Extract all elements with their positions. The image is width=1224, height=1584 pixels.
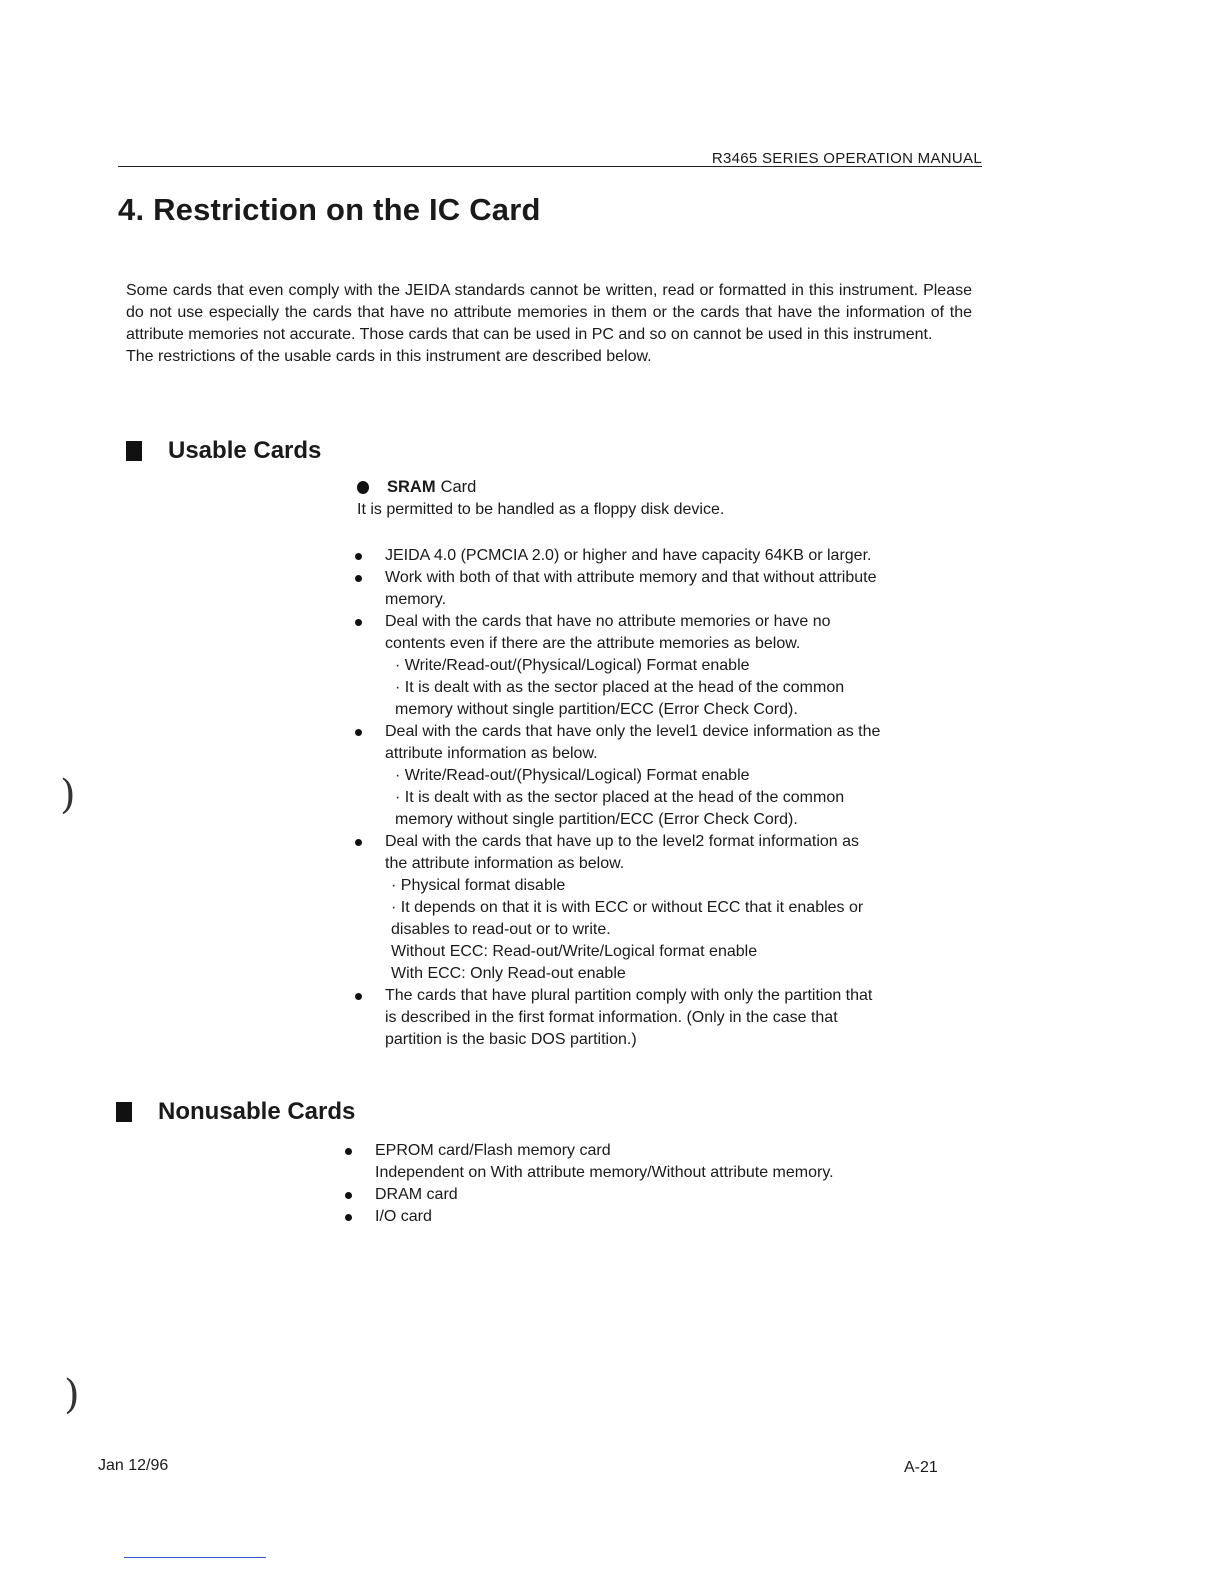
usable-cards-heading xyxy=(126,437,321,465)
list-item: The cards that have plural partition comply with only the partition that is described in the first format information. (Only in the case that partition is the basic DOS partition.) xyxy=(385,985,985,1051)
bullet-icon xyxy=(345,1214,352,1221)
bullet-icon xyxy=(345,1192,352,1199)
list-item: DRAM card xyxy=(375,1184,975,1206)
scan-mark-icon: ) xyxy=(64,1372,80,1418)
list-item: Deal with the cards that have no attribute memories or have no contents even if there are the attribute memories as below. · Write/Read-out/(Physical/Logical) Format enable · It is dealt with as the sector placed at the head of the common memory without single partition/ECC (Error Check Cord). xyxy=(385,611,985,721)
intro-paragraph-1: Some cards that even comply with the JEIDA standards cannot be written, read or formatted in this instrument. Please do not use especially the cards that have no attribute memories in them or the cards that have the information of the attribute memories not accurate. Those cards that can be used in PC and so on cannot be used in this instrument. xyxy=(126,282,972,343)
bullet-icon xyxy=(355,993,362,1000)
bullet-icon xyxy=(355,575,362,582)
bullet-icon xyxy=(355,553,362,560)
usable-cards-list xyxy=(385,545,985,1051)
list-item: Work with both of that with attribute memory and that without attribute memory. xyxy=(385,567,985,611)
sram-label: SRAM xyxy=(387,478,436,496)
bullet-icon xyxy=(355,839,362,846)
page-number: A-21 xyxy=(904,1459,938,1476)
bullet-icon xyxy=(345,1148,352,1155)
sram-description: It is permitted to be handled as a floppy disk device. xyxy=(357,501,725,518)
footer-date: Jan 12/96 xyxy=(98,1457,169,1474)
square-bullet-icon xyxy=(126,441,142,461)
list-item: Deal with the cards that have only the level1 device information as the attribute information as below. · Write/Read-out/(Physical/Logical) Format enable · It is dealt with as the sector placed at the head of the common memory without single partition/ECC (Error Check Cord). xyxy=(385,721,985,831)
sram-card-heading xyxy=(357,478,476,497)
sram-label-rest: Card xyxy=(440,478,477,496)
list-item: Deal with the cards that have up to the level2 format information as the attribute information as below. · Physical format disable · It depends on that it is with ECC or without ECC that it enables or disables to read-out or to write. Without ECC: Read-out/Write/Logical format enable With ECC: Only Read-out enable xyxy=(385,831,985,985)
bullet-icon xyxy=(355,729,362,736)
list-item: EPROM card/Flash memory card Independent on With attribute memory/Without attribute memory. xyxy=(375,1140,975,1184)
bullet-icon xyxy=(357,481,369,494)
intro-text xyxy=(126,280,972,368)
nonusable-cards-list xyxy=(375,1140,975,1228)
scan-mark-icon: ) xyxy=(60,772,76,818)
list-item: JEIDA 4.0 (PCMCIA 2.0) or higher and have capacity 64KB or larger. xyxy=(385,545,985,567)
nonusable-cards-heading-text: Nonusable Cards xyxy=(158,1098,356,1125)
page-title: 4. Restriction on the IC Card xyxy=(118,192,541,227)
nonusable-cards-heading xyxy=(116,1098,355,1126)
manual-title: R3465 SERIES OPERATION MANUAL xyxy=(711,150,982,167)
list-item: I/O card xyxy=(375,1206,975,1228)
bottom-rule xyxy=(124,1557,266,1558)
square-bullet-icon xyxy=(116,1102,132,1122)
usable-cards-heading-text: Usable Cards xyxy=(168,437,322,464)
intro-paragraph-2: The restrictions of the usable cards in this instrument are described below. xyxy=(126,348,652,365)
bullet-icon xyxy=(355,619,362,626)
